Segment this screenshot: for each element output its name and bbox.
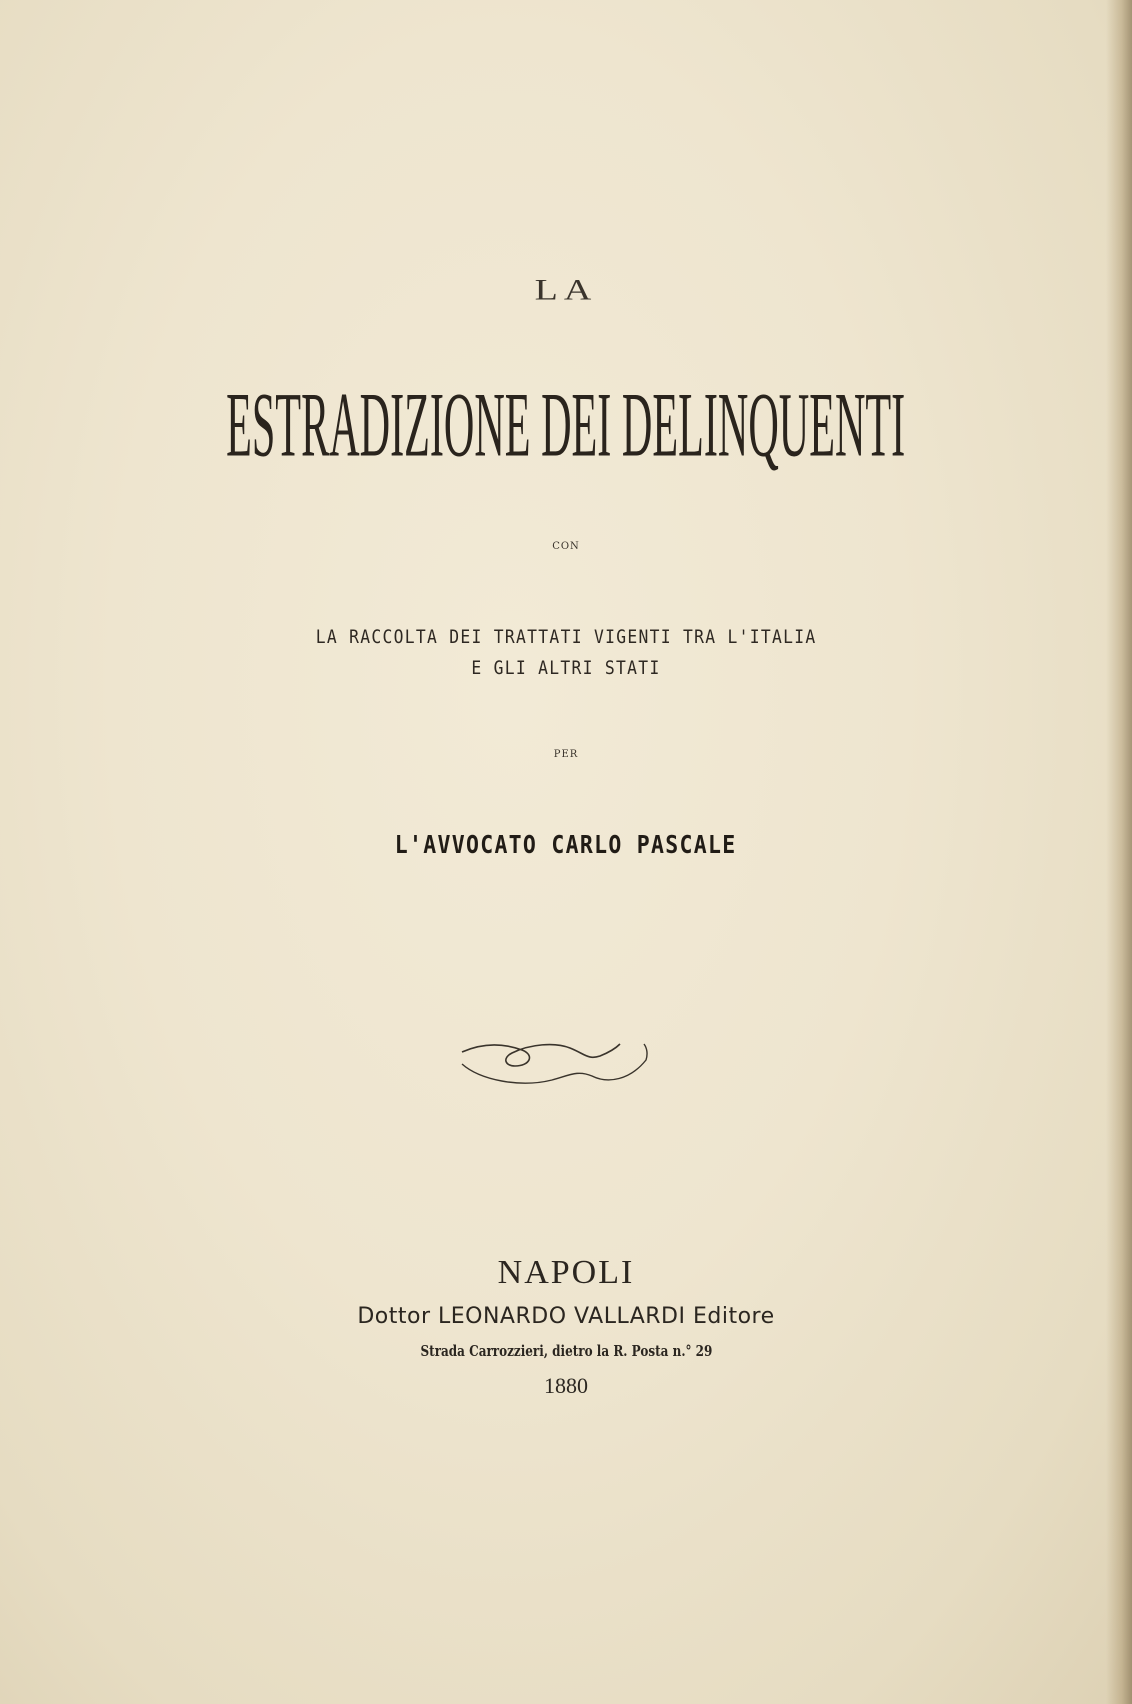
main-title <box>0 372 1132 476</box>
publisher-line: Dottor LEONARDO VALLARDI Editore <box>357 1304 775 1329</box>
subtitle-line-2 <box>0 657 1132 679</box>
flourish-ornament-icon <box>460 1040 650 1090</box>
publication-city: NAPOLI <box>497 1254 635 1291</box>
main-title-text: ESTRADIZIONE DEI DELINQUENTI <box>226 373 906 476</box>
connector-per: PER <box>553 749 579 760</box>
publication-year: 1880 <box>544 1373 588 1398</box>
author-line <box>0 830 1132 859</box>
publisher-address <box>0 1342 1132 1360</box>
author-text: L'AVVOCATO CARLO PASCALE <box>395 830 737 859</box>
subtitle-line-2-text: E GLI ALTRI STATI <box>471 657 661 679</box>
title-article: LA <box>534 273 598 307</box>
publisher-address-text: Strada Carrozzieri, dietro la R. Posta n.° 29 <box>420 1342 712 1360</box>
subtitle-line-1-text: LA RACCOLTA DEI TRATTATI VIGENTI TRA L'ITALIA <box>315 626 817 648</box>
subtitle-line-1 <box>0 626 1132 648</box>
connector-con: CON <box>552 541 580 552</box>
